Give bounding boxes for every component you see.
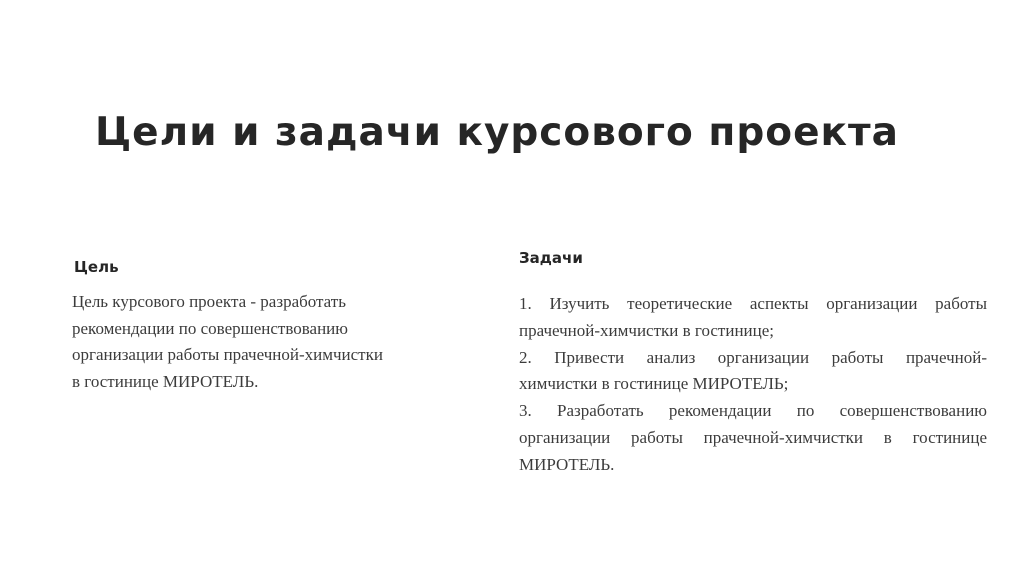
task-line: организации работы прачечной-химчистки в гостинице <box>519 427 987 447</box>
goal-text <box>72 289 442 395</box>
task-line: 1. Изучить теоретические аспекты организации работы <box>519 294 987 313</box>
task-line: прачечной-химчистки в гостинице; <box>519 320 775 340</box>
goal-text-line: организации работы прачечной-химчистки <box>72 345 383 364</box>
goal-text-line: рекомендации по совершенствованию <box>72 318 348 338</box>
task-line: 2. Привести анализ организации работы прачечной- <box>519 347 987 367</box>
goal-heading: Цель <box>74 258 119 276</box>
task-line: МИРОТЕЛЬ. <box>519 454 615 474</box>
task-line: химчистки в гостинице МИРОТЕЛЬ; <box>519 374 789 394</box>
task-line: 3. Разработать рекомендации по совершенствованию <box>519 401 987 421</box>
tasks-list <box>519 291 987 479</box>
goal-text-line: Цель курсового проекта - разработать <box>72 292 346 311</box>
slide-title: Цели и задачи курсового проекта <box>95 110 899 155</box>
tasks-heading: Задачи <box>519 249 583 267</box>
goal-text-line: в гостинице МИРОТЕЛЬ. <box>72 371 259 391</box>
